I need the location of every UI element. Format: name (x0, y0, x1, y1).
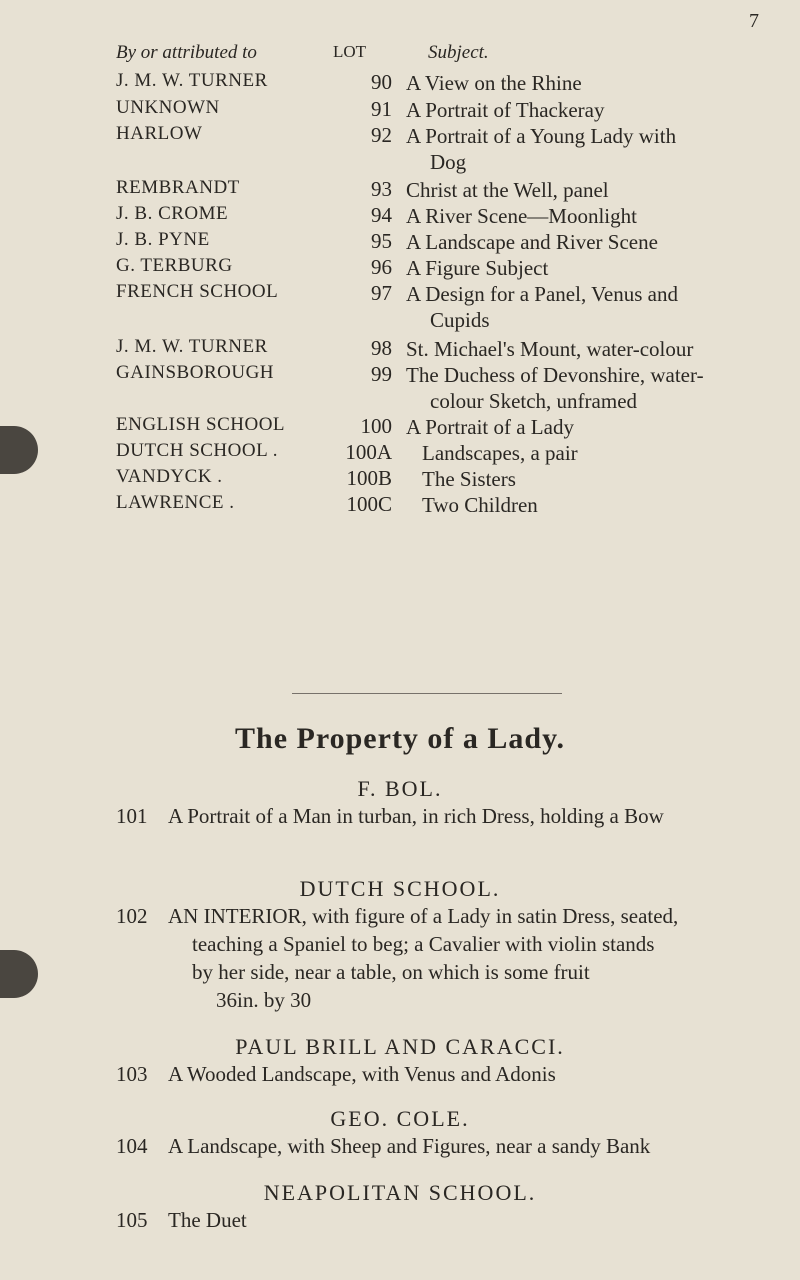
table-row (0, 466, 800, 492)
artist-heading: DUTCH SCHOOL. (299, 876, 501, 901)
lot-number: 100C (346, 492, 392, 516)
lot-number: 90 (371, 70, 392, 94)
table-row (0, 281, 800, 332)
table-row (0, 229, 800, 255)
table-row (0, 97, 800, 123)
lot-subject: St. Michael's Mount, water-colour (406, 337, 694, 361)
lot-number: 97 (371, 281, 392, 305)
section-heading: The Property of a Lady. (235, 722, 565, 755)
artist-name: J. B. PYNE (116, 229, 210, 250)
lot-subject: A Figure Subject (406, 256, 549, 280)
artist-heading: NEAPOLITAN SCHOOL. (263, 1180, 537, 1205)
lot-number: 99 (371, 362, 392, 386)
artist-name: ENGLISH SCHOOL (116, 414, 286, 435)
lot-subject: Landscapes, a pair (422, 441, 578, 465)
lot-description: A Landscape, with Sheep and Figures, near a sandy Bank (168, 1134, 651, 1158)
lot-number: 95 (371, 229, 392, 253)
artist-heading: PAUL BRILL AND CARACCI. (235, 1034, 565, 1059)
lot-subject: A View on the Rhine (406, 71, 582, 95)
lot-subject: A Design for a Panel, Venus and Cupids (406, 282, 678, 332)
lot-number: 101 (116, 804, 148, 828)
lot-number: 96 (371, 255, 392, 279)
lot-number: 93 (371, 177, 392, 201)
lot-number: 94 (371, 203, 392, 227)
artist-name: HARLOW (116, 123, 203, 144)
lot-number: 100A (345, 440, 392, 464)
artist-name: GAINSBOROUGH (116, 362, 275, 383)
lot-number: 104 (116, 1134, 148, 1158)
page-number: 7 (749, 10, 759, 32)
lot-number: 105 (116, 1208, 148, 1232)
lot-subject: A Portrait of a Lady (406, 415, 574, 439)
table-row (0, 414, 800, 440)
lot-subject: A Portrait of Thackeray (406, 98, 605, 122)
section-divider (292, 693, 562, 694)
artist-name: REMBRANDT (116, 177, 240, 198)
artist-name: DUTCH SCHOOL . (116, 440, 278, 461)
artist-name: UNKNOWN (116, 97, 220, 118)
table-row (0, 362, 800, 413)
lot-description: AN INTERIOR, with figure of a Lady in satin Dress, seated, teaching a Spaniel to beg; a Cavalier with violin stands by her side, near a table, on which is some fruit 36in. by 30 (168, 904, 679, 1012)
lot-description: A Wooded Landscape, with Venus and Adonis (168, 1062, 556, 1086)
artist-name: FRENCH SCHOOL (116, 281, 279, 302)
column-header-artist: By or attributed to (116, 42, 257, 63)
lot-number: 100 (360, 414, 392, 438)
lot-subject: A Landscape and River Scene (406, 230, 658, 254)
lot-subject: A Portrait of a Young Lady with Dog (406, 124, 677, 174)
table-row (0, 492, 800, 518)
column-header-subject: Subject. (428, 42, 489, 63)
table-row (0, 255, 800, 281)
lot-number: 91 (371, 97, 392, 121)
lot-subject: The Duchess of Devonshire, water- colour Sketch, unframed (406, 363, 704, 413)
table-row (0, 203, 800, 229)
artist-name: VANDYCK . (116, 466, 223, 487)
table-row (0, 123, 800, 174)
table-row (0, 70, 800, 96)
lot-description: A Portrait of a Man in turban, in rich Dress, holding a Bow (168, 804, 664, 828)
artist-heading: GEO. COLE. (330, 1106, 470, 1131)
lot-subject: Two Children (422, 493, 538, 517)
artist-heading: F. BOL. (357, 776, 443, 801)
artist-name: J. M. W. TURNER (116, 336, 268, 357)
table-row (0, 440, 800, 466)
table-row (0, 336, 800, 362)
lot-number: 92 (371, 123, 392, 147)
artist-name: LAWRENCE . (116, 492, 235, 513)
lot-subject: The Sisters (422, 467, 516, 491)
punch-hole-bottom (0, 950, 38, 998)
lot-number: 103 (116, 1062, 148, 1086)
artist-name: G. TERBURG (116, 255, 233, 276)
lot-subject: Christ at the Well, panel (406, 178, 609, 202)
lot-number: 102 (116, 904, 148, 928)
lot-subject: A River Scene—Moonlight (406, 204, 637, 228)
table-row (0, 177, 800, 203)
artist-name: J. M. W. TURNER (116, 70, 268, 91)
artist-name: J. B. CROME (116, 203, 229, 224)
lot-description: The Duet (168, 1208, 247, 1232)
lot-number: 100B (346, 466, 392, 490)
lot-number: 98 (371, 336, 392, 360)
column-header-lot: LOT (333, 42, 367, 61)
